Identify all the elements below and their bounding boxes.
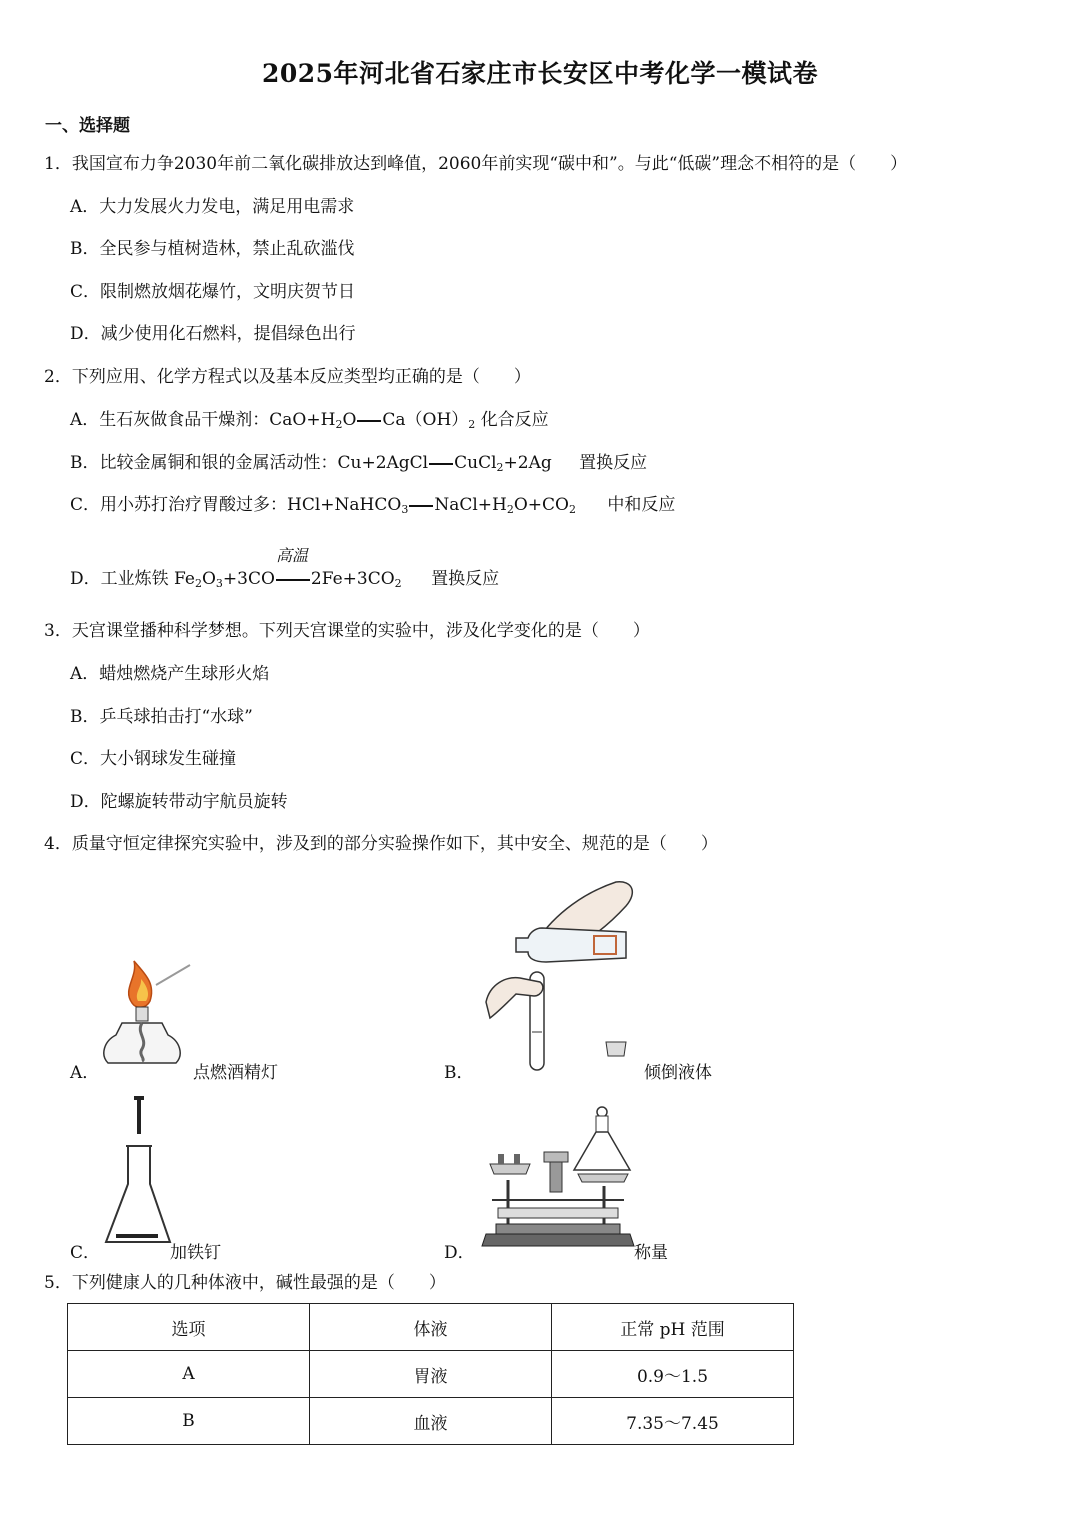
q2b-text: B．比较金属铜和银的金属活动性：Cu+2AgCl [70, 453, 429, 473]
equals-bar [357, 420, 381, 422]
balance-scale-figure [478, 1104, 638, 1254]
alcohol-lamp-figure [98, 955, 198, 1075]
table-row [68, 1351, 794, 1398]
q1-option-d: D．减少使用化石燃料，提倡绿色出行 [70, 324, 356, 344]
q2d-sub1: 2 [194, 577, 202, 590]
q2a-sub2: 2 [468, 418, 476, 431]
equals-bar [276, 579, 310, 581]
q2c-text3: O+CO [513, 495, 569, 515]
q4-option-d-letter: D． [444, 1243, 475, 1263]
q3-stem: 3．天宫课堂播种科学梦想。下列天宫课堂的实验中，涉及化学变化的是（ ） [44, 621, 650, 641]
q3-option-d: D．陀螺旋转带动宇航员旋转 [70, 792, 288, 812]
q1-option-c: C．限制燃放烟花爆竹，文明庆贺节日 [70, 282, 356, 302]
q4-option-a-letter: A． [70, 1063, 100, 1083]
q2c-type: 中和反应 [607, 495, 676, 515]
ph-table [67, 1303, 794, 1445]
q3-option-a: A．蜡烛燃烧产生球形火焰 [70, 664, 270, 684]
section-heading: 一、选择题 [45, 116, 130, 136]
q4-option-c-caption: 加铁钉 [170, 1243, 221, 1263]
table-header: 正常 pH 范围 [552, 1304, 794, 1351]
q1-stem: 1．我国宣布力争2030年前二氧化碳排放达到峰值，2060年前实现“碳中和”。与此“低碳”理念不相符的是（ ） [44, 154, 908, 174]
table-header-row [68, 1304, 794, 1351]
q2b-type: 置换反应 [579, 453, 648, 473]
q2d-text2: O [201, 569, 216, 589]
q4-option-b-letter: B． [444, 1063, 474, 1083]
q2c-sub1: 3 [401, 503, 409, 516]
q4-option-a-caption: 点燃酒精灯 [193, 1063, 278, 1083]
q2b-text2: CuCl [454, 453, 497, 473]
table-cell: 血液 [310, 1398, 552, 1445]
q3-option-c: C．大小钢球发生碰撞 [70, 749, 237, 769]
page-title: 2025年河北省石家庄市长安区中考化学一模试卷 [261, 59, 819, 88]
q2-option-b [70, 452, 647, 474]
q2a-type: 化合反应 [480, 410, 549, 430]
q2d-sub2: 3 [215, 577, 223, 590]
q2d-type: 置换反应 [431, 569, 500, 589]
q4-option-b-caption: 倾倒液体 [644, 1063, 712, 1083]
q2-stem: 2．下列应用、化学方程式以及基本反应类型均正确的是（ ） [44, 367, 531, 387]
pouring-liquid-figure [476, 872, 646, 1072]
q4-stem: 4．质量守恒定律探究实验中，涉及到的部分实验操作如下，其中安全、规范的是（ ） [44, 834, 718, 854]
q2c-sub3: 2 [568, 503, 576, 516]
q2-option-d [70, 568, 499, 590]
q1-option-a: A．大力发展火力发电，满足用电需求 [70, 197, 355, 217]
q2c-sub2: 2 [506, 503, 514, 516]
q2d-text3: +3CO [222, 569, 275, 589]
q4-option-d-caption: 称量 [634, 1243, 668, 1263]
table-header: 体液 [310, 1304, 552, 1351]
table-cell: 胃液 [310, 1351, 552, 1398]
q2a-sub1: 2 [335, 418, 343, 431]
q2c-text2: NaCl+H [434, 495, 507, 515]
q2a-text3: Ca（OH） [382, 410, 469, 430]
q2a-text2: O [342, 410, 357, 430]
q2b-sub1: 2 [496, 461, 504, 474]
equals-bar [429, 463, 453, 465]
q2a-text: A．生石灰做食品干燥剂：CaO+H [70, 410, 336, 430]
q2b-text3: +2Ag [503, 453, 552, 473]
q4-option-c-letter: C． [70, 1243, 101, 1263]
q2d-text4: 2Fe+3CO [310, 569, 395, 589]
q3-option-b: B．乒乓球拍击打“水球” [70, 707, 253, 727]
q2-option-a [70, 409, 549, 431]
q2c-text: C．用小苏打治疗胃酸过多：HCl+NaHCO [70, 495, 402, 515]
q5-stem: 5．下列健康人的几种体液中，碱性最强的是（ ） [44, 1273, 446, 1293]
table-cell: 7.35～7.45 [552, 1398, 794, 1445]
table-cell: A [68, 1351, 310, 1398]
equals-bar [409, 505, 433, 507]
reaction-condition: 高温 [276, 546, 309, 565]
table-row [68, 1398, 794, 1445]
table-cell: B [68, 1398, 310, 1445]
table-header: 选项 [68, 1304, 310, 1351]
q2-option-c [70, 494, 675, 516]
q2d-sub3: 2 [394, 577, 402, 590]
q2d-text: D．工业炼铁 Fe [70, 569, 195, 589]
iron-nail-flask-figure [98, 1094, 178, 1254]
table-cell: 0.9～1.5 [552, 1351, 794, 1398]
q1-option-b: B．全民参与植树造林，禁止乱砍滥伐 [70, 239, 355, 259]
